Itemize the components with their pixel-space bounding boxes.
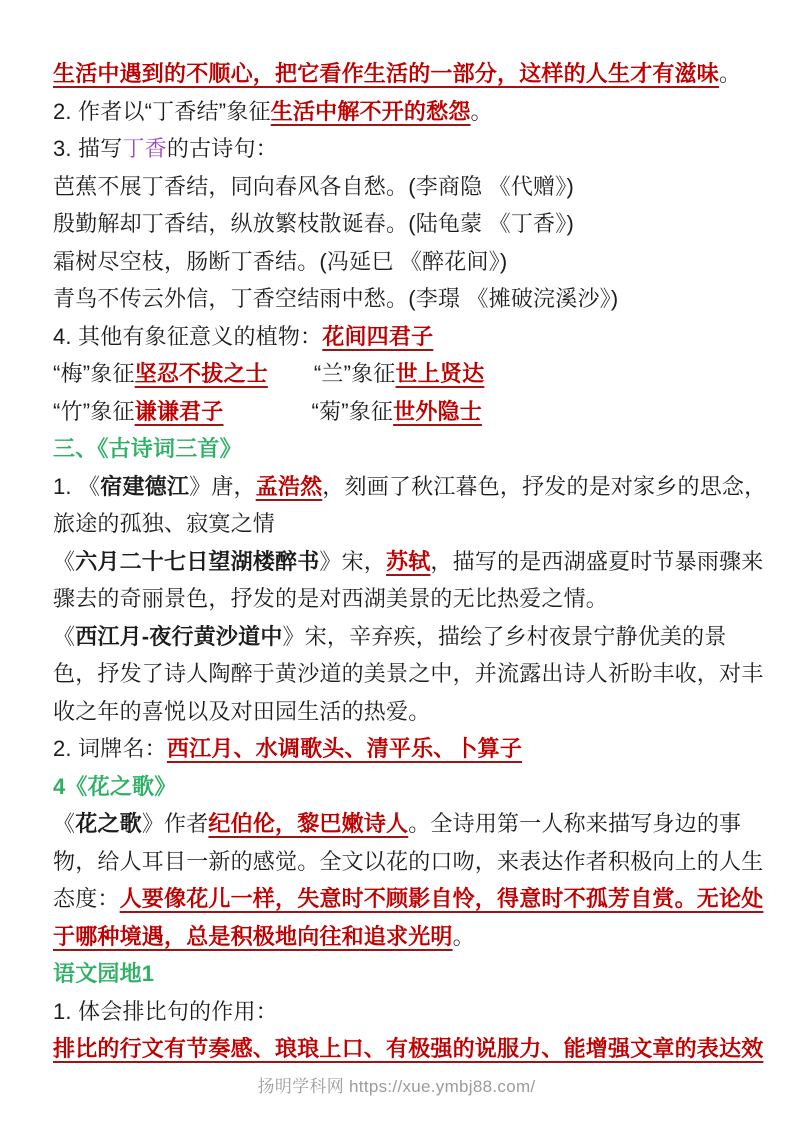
text-segment-bold: 六月二十七日望湖楼醉书 [75, 548, 320, 574]
text-segment-bold: 花之歌 [75, 811, 142, 836]
text-segment-plain: “竹”象征 [53, 398, 135, 424]
text-segment-plain: 。 [452, 923, 475, 949]
poem-note-sujiandejiang-2 [53, 505, 745, 543]
column-gap [223, 418, 311, 419]
text-segment-plain: 骤去的奇丽景色，抒发的是对西湖美景的无比热爱之情。 [53, 586, 609, 611]
section-heading-huazhige [53, 768, 745, 806]
text-segment-red: 花间四君子 [322, 323, 434, 349]
item-2-cipai-names [53, 730, 745, 768]
text-segment-plain: 。 [719, 61, 742, 86]
text-segment-red: 排比的行文有节奏感、琅琅上口、有极强的说服力、能增强文章的表达效 [53, 1036, 764, 1061]
text-segment-plain: 2. 词牌名： [53, 736, 167, 761]
poem-note-xijiangyue-3 [53, 693, 745, 731]
huazhige-note-3 [53, 880, 764, 918]
poem-line-2 [53, 205, 745, 243]
text-segment-plain: 。 [470, 98, 493, 124]
text-segment-plain: 物，给人耳目一新的感觉。全文以花的口吻，来表达作者积极向上的人生 [53, 848, 764, 874]
text-segment-green: 语文园地1 [53, 961, 155, 986]
text-segment-red: 于哪种境遇，总是积极地向往和追求光明 [53, 923, 453, 949]
text-segment-plain: 。全诗用第一人称来描写身边的事 [408, 811, 742, 836]
text-segment-plain: 《 [53, 811, 76, 836]
text-segment-plain: 色，抒发了诗人陶醉于黄沙道的美景之中，并流露出诗人祈盼丰收，对丰 [53, 661, 764, 686]
text-segment-plain: 4. 其他有象征意义的植物： [53, 323, 323, 349]
text-segment-red: 西江月、水调歌头、清平乐、卜算子 [166, 736, 523, 761]
text-segment-plain: 《 [53, 548, 76, 574]
huazhige-note-1 [53, 805, 745, 843]
text-segment-plain: 的古诗句： [166, 136, 278, 161]
text-segment-plain: 1. 体会排比句的作用： [53, 998, 278, 1024]
poem-line-3 [53, 243, 745, 281]
paibiju-answer [53, 1030, 764, 1068]
text-segment-bold: 西江月-夜行黄沙道中 [75, 623, 283, 649]
text-segment-plain: ，描写的是西湖盛夏时节暴雨骤来 [430, 548, 764, 574]
poem-note-sujiandejiang-1 [53, 468, 767, 506]
text-segment-plain: 2. 作者以“丁香结”象征 [53, 98, 271, 124]
poem-note-xijiangyue-1 [53, 618, 745, 656]
poem-line-1 [53, 168, 745, 206]
text-segment-red: 孟浩然 [255, 473, 323, 499]
poem-note-wanghulou-1 [53, 543, 764, 581]
huazhige-note-2 [53, 843, 764, 881]
text-segment-red: 生活中解不开的愁怨 [270, 98, 471, 124]
text-segment-plain: 》宋，辛弃疾，描绘了乡村夜景宁静优美的景 [282, 623, 727, 649]
text-segment-red: 生活中遇到的不顺心，把它看作生活的一部分，这样的人生才有滋味 [53, 61, 720, 86]
column-gap [268, 380, 314, 381]
text-segment-plain: ，刻画了秋江暮色，抒发的是对家乡的思念， [322, 473, 767, 499]
text-segment-red: 坚忍不拔之士 [134, 361, 268, 386]
text-segment-plain: 芭蕉不展丁香结，同向春风各自愁。(李商隐 《代赠》) [53, 173, 574, 199]
section-heading-yuwenyuandi [53, 955, 745, 993]
text-segment-plain: 1. 《 [53, 473, 101, 499]
plants-row-1 [53, 355, 745, 393]
poem-note-xijiangyue-2 [53, 655, 764, 693]
text-segment-plain: 3. 描写 [53, 136, 123, 161]
text-segment-plain: 态度： [53, 886, 120, 911]
text-segment-red: 纪伯伦，黎巴嫩诗人 [208, 811, 409, 836]
section-heading-gushici [53, 430, 745, 468]
text-segment-plain: 收之年的喜悦以及对田园生活的热爱。 [53, 698, 431, 724]
item-3-poem-intro [53, 130, 745, 168]
poem-line-4 [53, 280, 745, 318]
text-segment-green: 4《花之歌》 [53, 773, 177, 799]
text-segment-red: 世外隐士 [393, 398, 482, 424]
text-segment-plain: 》唐， [189, 473, 256, 499]
huazhige-note-4 [53, 918, 745, 956]
item-2-dingxiangjie-symbol [53, 93, 745, 131]
text-segment-bold: 宿建德江 [100, 473, 190, 499]
text-segment-plain: 青鸟不传云外信，丁香空结雨中愁。(李璟 《摊破浣溪沙》) [53, 286, 619, 311]
text-segment-plain: 霜树尽空枝，肠断丁香结。(冯延巳 《醉花间》) [53, 248, 508, 274]
text-segment-plain: 殷勤解却丁香结，纵放繁枝散诞春。(陆龟蒙 《丁香》) [53, 211, 574, 236]
text-segment-green: 三、《古诗词三首》 [53, 436, 242, 461]
footer-site-text: 扬明学科网 https://xue.ymbj88.com/ [257, 1076, 536, 1096]
item-1-paibiju [53, 993, 745, 1031]
poem-note-wanghulou-2 [53, 580, 745, 618]
text-segment-plain: 《 [53, 623, 76, 649]
text-segment-red: 世上贤达 [395, 361, 485, 386]
answer-line-dingxiang-theme [53, 55, 745, 93]
text-segment-plain: “梅”象征 [53, 361, 135, 386]
text-segment-plain: 》作者 [141, 811, 209, 836]
text-segment-purple: 丁香 [122, 136, 167, 161]
text-segment-red: 谦谦君子 [134, 398, 224, 424]
text-segment-plain: “兰”象征 [313, 361, 396, 386]
text-segment-red: 人要像花儿一样，失意时不顾影自怜，得意时不孤芳自赏。无论处 [119, 886, 764, 911]
text-segment-plain: 旅途的孤独、寂寞之情 [53, 511, 276, 536]
footer-watermark [0, 1072, 793, 1097]
plants-row-2 [53, 393, 745, 431]
item-4-symbolic-plants [53, 318, 745, 356]
text-segment-plain: “菊”象征 [311, 398, 394, 424]
text-segment-red: 苏轼 [386, 548, 431, 574]
text-segment-plain: 》宋， [319, 548, 387, 574]
